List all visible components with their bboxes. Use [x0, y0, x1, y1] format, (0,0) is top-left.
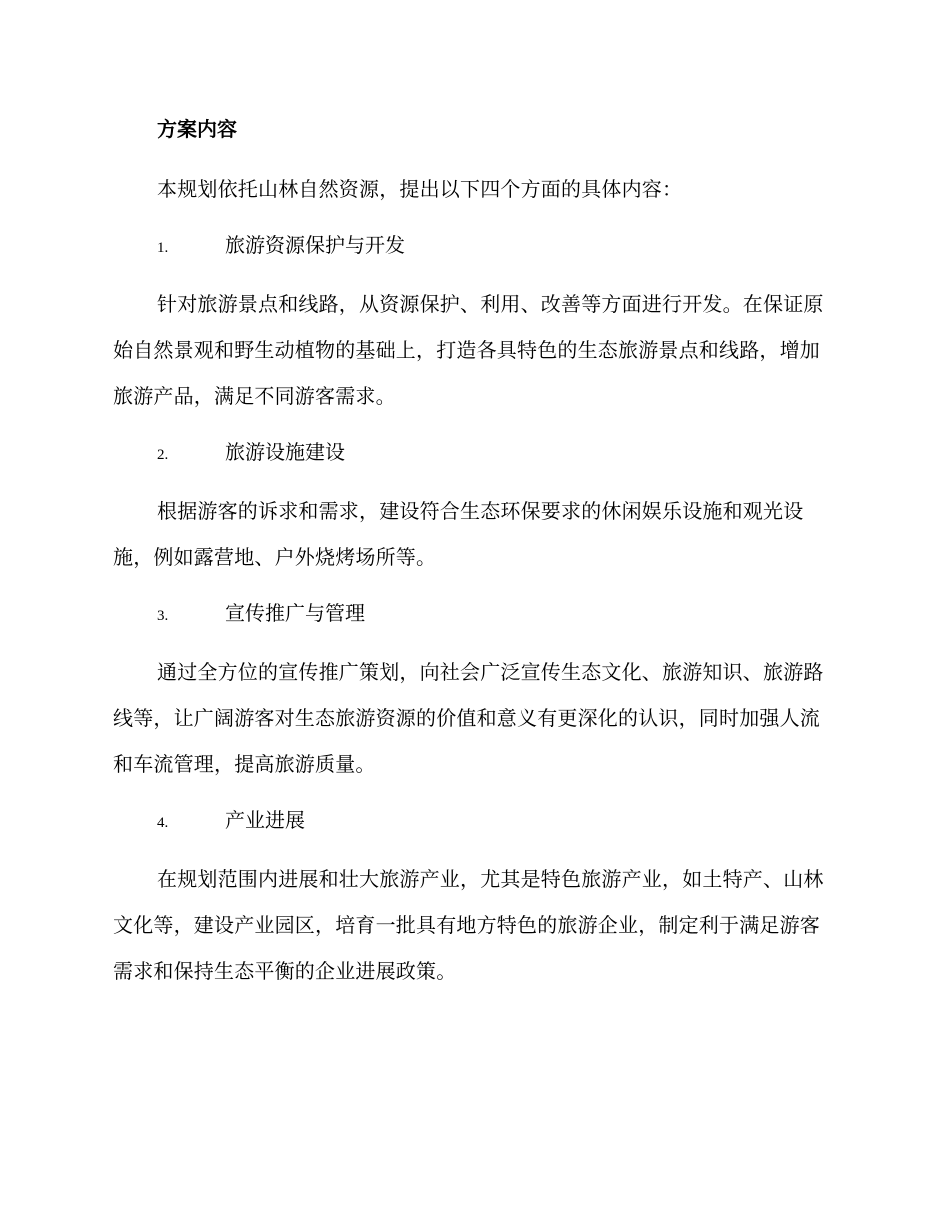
body-paragraph: 针对旅游景点和线路，从资源保护、利用、改善等方面进行开发。在保证原始自然景观和野生动植物的基础上，打造各具特色的生态旅游景点和线路，增加旅游产品，满足不同游客需求。: [113, 292, 824, 408]
list-number: 2.: [157, 447, 169, 463]
intro-paragraph: 本规划依托山林自然资源，提出以下四个方面的具体内容：: [157, 177, 683, 201]
document-content: [113, 112, 833, 994]
body-paragraph: 通过全方位的宣传推广策划，向社会广泛宣传生态文化、旅游知识、旅游路线等，让广阔游客对生态旅游资源的价值和意义有更深化的认识，同时加强人流和车流管理，提高旅游质量。: [113, 660, 824, 776]
list-number: 3.: [157, 608, 169, 624]
list-number: 4.: [157, 815, 169, 831]
section-heading: 方案内容: [157, 117, 237, 141]
body-paragraph: 根据游客的诉求和需求，建设符合生态环保要求的休闲娱乐设施和观光设施，例如露营地、户外烧烤场所等。: [113, 499, 804, 569]
list-item-1: [113, 222, 833, 271]
list-item-title: 产业进展: [225, 808, 305, 832]
list-item-title: 宣传推广与管理: [225, 601, 365, 625]
list-item-title: 旅游资源保护与开发: [225, 233, 405, 257]
list-item-3: [113, 590, 833, 639]
list-item-4: [113, 797, 833, 846]
body-paragraph: 在规划范围内进展和壮大旅游产业，尤其是特色旅游产业，如土特产、山林文化等，建设产业园区，培育一批具有地方特色的旅游企业，制定利于满足游客需求和保持生态平衡的企业进展政策。: [113, 867, 824, 983]
list-item-2: [113, 429, 833, 478]
list-item-title: 旅游设施建设: [225, 440, 345, 464]
list-number: 1.: [157, 240, 169, 256]
